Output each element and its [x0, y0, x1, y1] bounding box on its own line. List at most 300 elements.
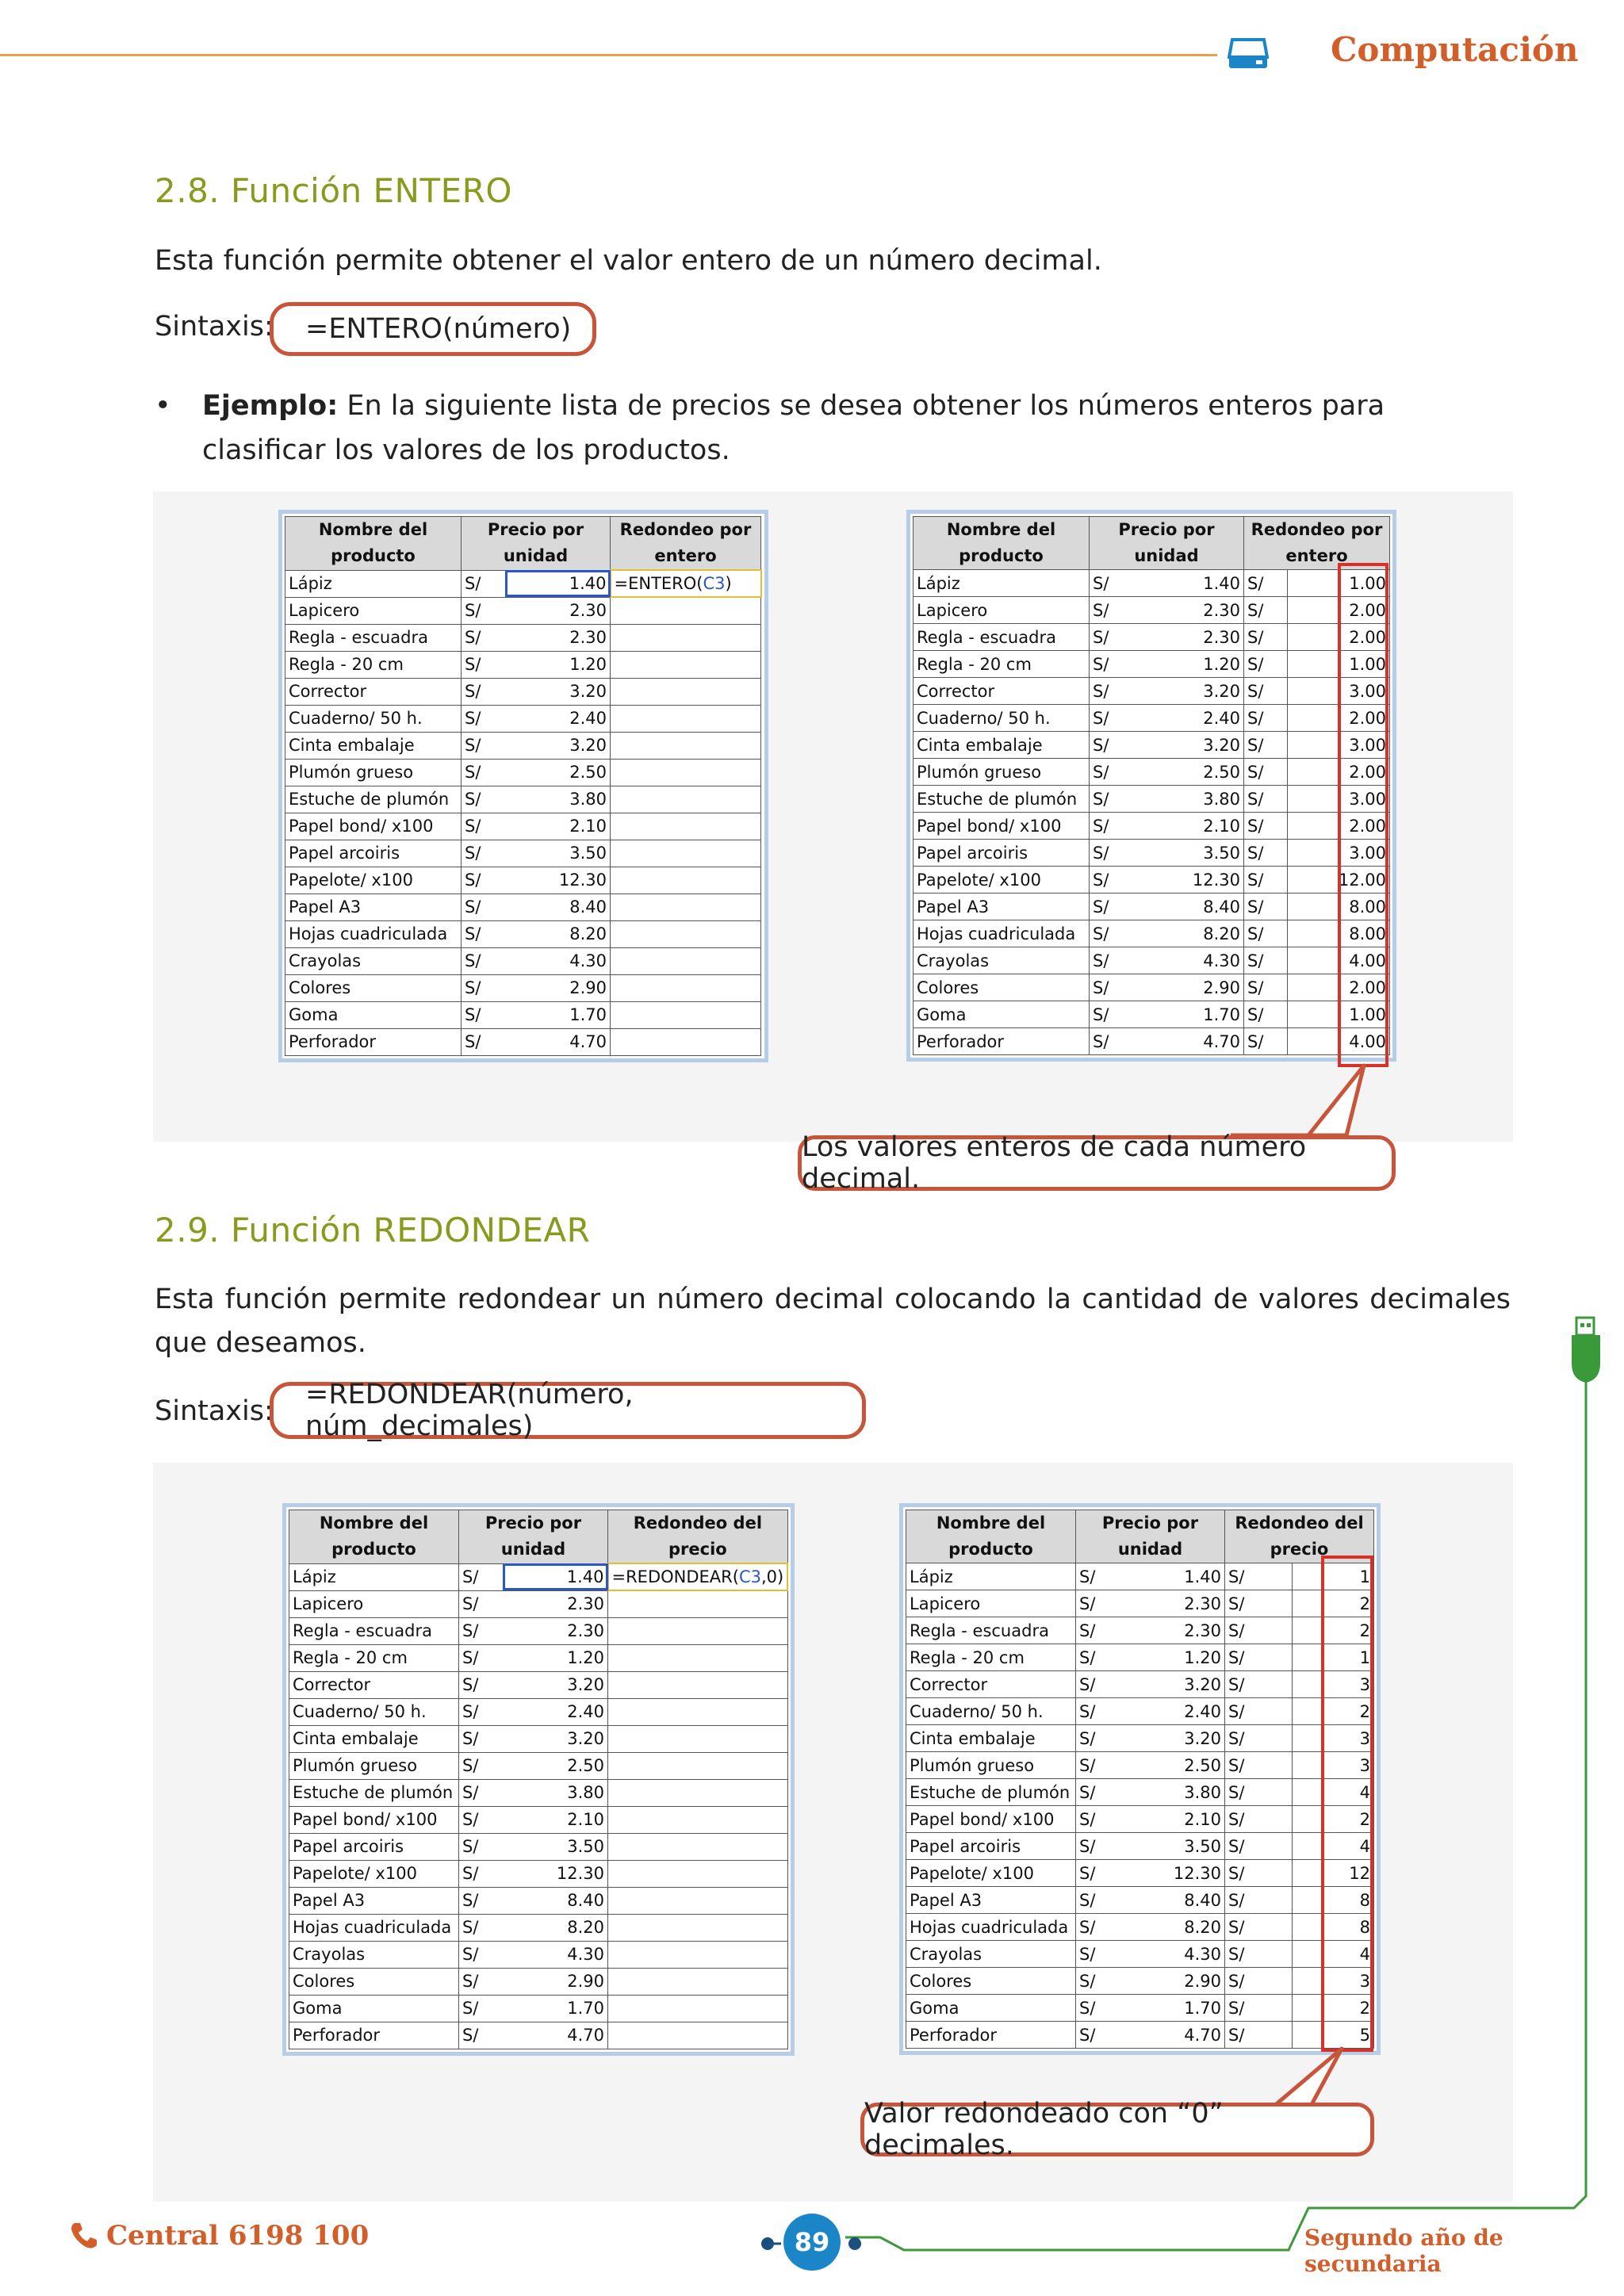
price-cell: 3.50	[1120, 1833, 1224, 1860]
currency-cell: S/	[459, 1644, 504, 1671]
currency-cell: S/	[1244, 570, 1288, 597]
col-header-name: Nombre del producto	[285, 517, 462, 571]
result-cell: 5	[1292, 2022, 1373, 2049]
product-name-cell: Papel arcoiris	[285, 840, 462, 867]
empty-result-cell[interactable]	[611, 678, 761, 705]
price-cell: 3.50	[1135, 840, 1243, 867]
redondear-description: Esta función permite redondear un número decimal colocando la cantidad de valores decimales que deseamos.	[155, 1284, 1511, 1359]
product-name-cell: Cuaderno/ 50 h.	[906, 1698, 1076, 1725]
table-row	[906, 1941, 1374, 1968]
formula-prefix: =REDONDEAR(	[611, 1567, 739, 1586]
price-cell: 2.90	[503, 1968, 607, 1995]
currency-cell: S/	[1076, 2022, 1120, 2049]
section-heading-entero: 2.8. Función ENTERO	[155, 171, 512, 210]
currency-cell: S/	[462, 1028, 506, 1055]
page-header-title: Computación	[1331, 30, 1579, 69]
currency-cell: S/	[1225, 1860, 1293, 1887]
table-row	[285, 894, 761, 920]
currency-cell: S/	[1090, 1001, 1136, 1028]
empty-result-cell[interactable]	[611, 840, 761, 867]
currency-cell: S/	[1090, 597, 1136, 624]
table-row	[285, 947, 761, 974]
table-row	[914, 840, 1390, 867]
result-cell: 2.00	[1287, 624, 1389, 651]
entero-syntax-label: Sintaxis:	[155, 311, 274, 342]
entero-description: Esta función permite obtener el valor entero de un número decimal.	[155, 245, 1102, 277]
currency-cell: S/	[1090, 651, 1136, 678]
product-name-cell: Plumón grueso	[285, 759, 462, 786]
empty-result-cell[interactable]	[608, 1914, 788, 1941]
price-cell: 3.80	[505, 786, 610, 813]
currency-cell: S/	[1076, 1644, 1120, 1671]
formula-cell[interactable]	[608, 1563, 788, 1590]
formula-suffix: )	[725, 574, 732, 593]
redondear-result-highlight	[1321, 1556, 1373, 2052]
table-row	[906, 1887, 1374, 1914]
product-name-cell: Lápiz	[289, 1563, 459, 1590]
currency-cell: S/	[1076, 1887, 1120, 1914]
currency-cell: S/	[462, 651, 506, 678]
price-cell: 1.70	[505, 1001, 610, 1028]
table-row	[289, 1860, 788, 1887]
currency-cell: S/	[1076, 1590, 1120, 1617]
currency-cell: S/	[1244, 624, 1288, 651]
table-row	[906, 1968, 1374, 1995]
footer-phone-text: Central 6198 100	[106, 2220, 370, 2252]
currency-cell: S/	[459, 1860, 504, 1887]
result-cell: 3.00	[1287, 840, 1389, 867]
empty-result-cell[interactable]	[608, 1887, 788, 1914]
empty-result-cell[interactable]	[608, 1806, 788, 1833]
redondear-sheet-input	[282, 1503, 795, 2056]
col-header-name: Nombre del producto	[914, 517, 1090, 570]
currency-cell: S/	[459, 1779, 504, 1806]
redondear-syntax: =REDONDEAR(número, núm_decimales)	[305, 1379, 634, 1442]
currency-cell: S/	[462, 974, 506, 1001]
currency-cell: S/	[1090, 624, 1136, 651]
result-cell: 3	[1292, 1671, 1373, 1698]
currency-cell: S/	[462, 759, 506, 786]
product-name-cell: Hojas cuadriculada	[914, 920, 1090, 947]
price-cell: 3.20	[1135, 732, 1243, 759]
price-cell: 3.50	[505, 840, 610, 867]
empty-result-cell[interactable]	[611, 651, 761, 678]
table-row	[914, 732, 1390, 759]
product-name-cell: Regla - escuadra	[914, 624, 1090, 651]
currency-cell: S/	[1225, 1887, 1293, 1914]
currency-cell: S/	[462, 705, 506, 732]
currency-cell: S/	[459, 1806, 504, 1833]
currency-cell: S/	[459, 1563, 504, 1590]
empty-result-cell[interactable]	[608, 2022, 788, 2049]
footer-phone	[68, 2220, 369, 2252]
product-name-cell: Estuche de plumón	[914, 786, 1090, 813]
empty-result-cell[interactable]	[608, 1617, 788, 1644]
table-row	[906, 1833, 1374, 1860]
bullet-dot: •	[155, 390, 171, 422]
col-header-price: Precio por unidad	[1076, 1510, 1225, 1563]
price-cell: 3.80	[1120, 1779, 1224, 1806]
formula-cell[interactable]	[611, 570, 761, 597]
currency-cell: S/	[1090, 920, 1136, 947]
currency-cell: S/	[1225, 1671, 1293, 1698]
currency-cell: S/	[1090, 678, 1136, 705]
price-cell: 8.20	[1120, 1914, 1224, 1941]
table-row	[285, 732, 761, 759]
table-row	[914, 1001, 1390, 1028]
empty-result-cell[interactable]	[608, 1671, 788, 1698]
currency-cell: S/	[459, 1995, 504, 2022]
price-cell: 4.70	[1120, 2022, 1224, 2049]
product-name-cell: Papel arcoiris	[914, 840, 1090, 867]
product-name-cell: Cuaderno/ 50 h.	[914, 705, 1090, 732]
price-cell: 2.30	[503, 1590, 607, 1617]
price-cell: 4.30	[1120, 1941, 1224, 1968]
empty-result-cell[interactable]	[611, 867, 761, 894]
currency-cell: S/	[1076, 1806, 1120, 1833]
product-name-cell: Papelote/ x100	[906, 1860, 1076, 1887]
product-name-cell: Perforador	[289, 2022, 459, 2049]
hard-drive-icon	[1228, 36, 1269, 70]
product-name-cell: Papel bond/ x100	[289, 1806, 459, 1833]
table-row	[906, 1725, 1374, 1752]
currency-cell: S/	[1076, 1725, 1120, 1752]
product-name-cell: Corrector	[285, 678, 462, 705]
currency-cell: S/	[1090, 759, 1136, 786]
col-header-result: Redondeo por entero	[611, 517, 761, 571]
product-name-cell: Perforador	[906, 2022, 1076, 2049]
product-name-cell: Estuche de plumón	[285, 786, 462, 813]
price-cell: 3.80	[503, 1779, 607, 1806]
product-name-cell: Corrector	[906, 1671, 1076, 1698]
currency-cell: S/	[1244, 705, 1288, 732]
currency-cell: S/	[1244, 732, 1288, 759]
col-header-result: Redondeo por entero	[1244, 517, 1390, 570]
product-name-cell: Corrector	[914, 678, 1090, 705]
empty-result-cell[interactable]	[608, 1995, 788, 2022]
price-cell: 2.50	[1135, 759, 1243, 786]
result-cell: 4.00	[1287, 1028, 1389, 1055]
product-name-cell: Papelote/ x100	[285, 867, 462, 894]
table-row	[285, 597, 761, 624]
price-cell: 4.30	[1135, 947, 1243, 974]
table-row	[914, 813, 1390, 840]
price-cell: 1.70	[1135, 1001, 1243, 1028]
currency-cell: S/	[459, 1752, 504, 1779]
result-cell: 2.00	[1287, 813, 1389, 840]
table-row	[289, 2022, 788, 2049]
currency-cell: S/	[1244, 786, 1288, 813]
product-name-cell: Plumón grueso	[289, 1752, 459, 1779]
entero-sheet-output	[906, 510, 1396, 1062]
header-rule	[0, 54, 1217, 56]
table-row	[906, 1590, 1374, 1617]
price-cell: 2.10	[1120, 1806, 1224, 1833]
result-cell: 1.00	[1287, 570, 1389, 597]
currency-cell: S/	[1076, 1968, 1120, 1995]
empty-result-cell[interactable]	[608, 1698, 788, 1725]
redondear-syntax-box	[270, 1379, 866, 1442]
currency-cell: S/	[1244, 651, 1288, 678]
table-row	[289, 1779, 788, 1806]
currency-cell: S/	[459, 1968, 504, 1995]
example-text: En la siguiente lista de precios se desea obtener los números enteros para clasificar los valores de los productos.	[202, 390, 1385, 466]
currency-cell: S/	[1225, 1833, 1293, 1860]
product-name-cell: Goma	[914, 1001, 1090, 1028]
table-row	[914, 570, 1390, 597]
example-label: Ejemplo:	[202, 390, 339, 422]
product-name-cell: Papel arcoiris	[906, 1833, 1076, 1860]
product-name-cell: Cinta embalaje	[289, 1725, 459, 1752]
empty-result-cell[interactable]	[611, 1001, 761, 1028]
product-name-cell: Lapicero	[906, 1590, 1076, 1617]
currency-cell: S/	[1225, 1617, 1293, 1644]
currency-cell: S/	[1090, 867, 1136, 894]
table-row	[906, 1644, 1374, 1671]
product-name-cell: Goma	[289, 1995, 459, 2022]
price-cell: 1.70	[1120, 1995, 1224, 2022]
table-row	[914, 867, 1390, 894]
table-row	[289, 1563, 788, 1590]
price-cell: 3.20	[503, 1671, 607, 1698]
table-row	[289, 1698, 788, 1725]
result-cell: 4.00	[1287, 947, 1389, 974]
table-row	[285, 840, 761, 867]
product-name-cell: Goma	[285, 1001, 462, 1028]
currency-cell: S/	[1076, 1995, 1120, 2022]
price-cell: 1.20	[503, 1644, 607, 1671]
product-name-cell: Regla - 20 cm	[289, 1644, 459, 1671]
product-name-cell: Goma	[906, 1995, 1076, 2022]
currency-cell: S/	[1244, 678, 1288, 705]
currency-cell: S/	[1090, 1028, 1136, 1055]
table-row	[285, 705, 761, 732]
currency-cell: S/	[462, 732, 506, 759]
currency-cell: S/	[1076, 1563, 1120, 1590]
entero-syntax-box	[270, 302, 596, 356]
product-name-cell: Papel bond/ x100	[914, 813, 1090, 840]
table-row	[914, 920, 1390, 947]
empty-result-cell[interactable]	[608, 1941, 788, 1968]
product-name-cell: Regla - 20 cm	[285, 651, 462, 678]
price-cell: 4.70	[503, 2022, 607, 2049]
price-cell: 1.40	[503, 1563, 607, 1590]
product-name-cell: Plumón grueso	[914, 759, 1090, 786]
col-header-price: Precio por unidad	[459, 1510, 608, 1564]
result-cell: 2.00	[1287, 974, 1389, 1001]
table-row	[906, 1995, 1374, 2022]
currency-cell: S/	[1225, 1590, 1293, 1617]
currency-cell: S/	[1225, 1941, 1293, 1968]
col-header-name: Nombre del producto	[906, 1510, 1076, 1563]
price-cell: 8.40	[1120, 1887, 1224, 1914]
currency-cell: S/	[1090, 786, 1136, 813]
result-cell: 2	[1292, 1698, 1373, 1725]
table-row	[285, 1001, 761, 1028]
price-cell: 2.30	[505, 624, 610, 651]
entero-callout-text: Los valores enteros de cada número decimal.	[802, 1131, 1307, 1195]
result-cell: 8	[1292, 1887, 1373, 1914]
price-cell: 2.50	[1120, 1752, 1224, 1779]
price-cell: 2.30	[1120, 1617, 1224, 1644]
product-name-cell: Regla - escuadra	[285, 624, 462, 651]
currency-cell: S/	[459, 1617, 504, 1644]
product-name-cell: Papel A3	[906, 1887, 1076, 1914]
currency-cell: S/	[459, 1698, 504, 1725]
price-cell: 2.90	[1120, 1968, 1224, 1995]
table-row	[289, 1941, 788, 1968]
product-name-cell: Papel bond/ x100	[285, 813, 462, 840]
currency-cell: S/	[462, 678, 506, 705]
currency-cell: S/	[1225, 1644, 1293, 1671]
page-number: 89	[783, 2214, 841, 2271]
table-row	[906, 1671, 1374, 1698]
empty-result-cell[interactable]	[608, 1833, 788, 1860]
price-cell: 4.30	[505, 947, 610, 974]
currency-cell: S/	[1090, 705, 1136, 732]
result-cell: 8.00	[1287, 920, 1389, 947]
result-cell: 12	[1292, 1860, 1373, 1887]
price-cell: 2.30	[1120, 1590, 1224, 1617]
product-name-cell: Colores	[914, 974, 1090, 1001]
currency-cell: S/	[459, 1671, 504, 1698]
col-header-result: Redondeo del precio	[1225, 1510, 1374, 1563]
product-name-cell: Crayolas	[906, 1941, 1076, 1968]
price-cell: 12.30	[505, 867, 610, 894]
product-name-cell: Lápiz	[906, 1563, 1076, 1590]
product-name-cell: Papel A3	[289, 1887, 459, 1914]
product-name-cell: Papelote/ x100	[914, 867, 1090, 894]
price-cell: 3.20	[503, 1725, 607, 1752]
currency-cell: S/	[462, 597, 506, 624]
empty-result-cell[interactable]	[611, 894, 761, 920]
table-row	[289, 1725, 788, 1752]
price-cell: 8.40	[1135, 894, 1243, 920]
currency-cell: S/	[1244, 840, 1288, 867]
table-row	[914, 678, 1390, 705]
table-row	[285, 624, 761, 651]
table-row	[285, 813, 761, 840]
usb-icon	[1565, 1316, 1607, 1389]
empty-result-cell[interactable]	[611, 813, 761, 840]
product-name-cell: Papelote/ x100	[289, 1860, 459, 1887]
entero-callout	[798, 1131, 1396, 1195]
result-cell: 3.00	[1287, 786, 1389, 813]
empty-result-cell[interactable]	[611, 786, 761, 813]
table-row	[906, 1806, 1374, 1833]
result-cell: 2	[1292, 1806, 1373, 1833]
price-cell: 12.30	[1120, 1860, 1224, 1887]
product-name-cell: Perforador	[285, 1028, 462, 1055]
table-row	[285, 1028, 761, 1055]
product-name-cell: Colores	[285, 974, 462, 1001]
price-cell: 12.30	[1135, 867, 1243, 894]
price-cell: 2.90	[505, 974, 610, 1001]
empty-result-cell[interactable]	[608, 1725, 788, 1752]
product-name-cell: Papel bond/ x100	[906, 1806, 1076, 1833]
empty-result-cell[interactable]	[611, 732, 761, 759]
currency-cell: S/	[1076, 1860, 1120, 1887]
empty-result-cell[interactable]	[608, 1968, 788, 1995]
formula-suffix: ,0)	[760, 1567, 784, 1586]
col-header-name: Nombre del producto	[289, 1510, 459, 1564]
currency-cell: S/	[1225, 1725, 1293, 1752]
currency-cell: S/	[1225, 1914, 1293, 1941]
empty-result-cell[interactable]	[611, 597, 761, 624]
product-name-cell: Papel A3	[285, 894, 462, 920]
product-name-cell: Hojas cuadriculada	[285, 920, 462, 947]
price-cell: 1.40	[1135, 570, 1243, 597]
table-row	[906, 1860, 1374, 1887]
table-row	[285, 867, 761, 894]
empty-result-cell[interactable]	[608, 1860, 788, 1887]
empty-result-cell[interactable]	[611, 705, 761, 732]
table-row	[285, 651, 761, 678]
result-cell: 1	[1292, 1644, 1373, 1671]
price-cell: 2.40	[1120, 1698, 1224, 1725]
entero-result-highlight	[1338, 563, 1388, 1067]
empty-result-cell[interactable]	[611, 624, 761, 651]
currency-cell: S/	[462, 570, 506, 597]
result-cell: 12.00	[1287, 867, 1389, 894]
price-cell: 2.10	[1135, 813, 1243, 840]
price-cell: 8.20	[505, 920, 610, 947]
table-row	[914, 624, 1390, 651]
redondear-callout-text: Valor redondeado con “0” decimales.	[864, 2098, 1224, 2161]
currency-cell: S/	[459, 1887, 504, 1914]
price-cell: 3.20	[505, 732, 610, 759]
product-name-cell: Lapicero	[289, 1590, 459, 1617]
currency-cell: S/	[1225, 1806, 1293, 1833]
currency-cell: S/	[1076, 1752, 1120, 1779]
empty-result-cell[interactable]	[611, 947, 761, 974]
price-cell: 3.20	[1135, 678, 1243, 705]
empty-result-cell[interactable]	[611, 759, 761, 786]
currency-cell: S/	[459, 2022, 504, 2049]
currency-cell: S/	[1076, 1698, 1120, 1725]
empty-result-cell[interactable]	[608, 1752, 788, 1779]
product-name-cell: Crayolas	[285, 947, 462, 974]
empty-result-cell[interactable]	[611, 974, 761, 1001]
product-name-cell: Papel arcoiris	[289, 1833, 459, 1860]
currency-cell: S/	[1244, 894, 1288, 920]
product-name-cell: Hojas cuadriculada	[289, 1914, 459, 1941]
result-cell: 3	[1292, 1725, 1373, 1752]
empty-result-cell[interactable]	[611, 1028, 761, 1055]
result-cell: 8.00	[1287, 894, 1389, 920]
price-cell: 8.20	[503, 1914, 607, 1941]
currency-cell: S/	[1244, 759, 1288, 786]
table-row	[289, 1833, 788, 1860]
product-name-cell: Regla - escuadra	[289, 1617, 459, 1644]
table-row	[285, 974, 761, 1001]
table-row	[906, 1914, 1374, 1941]
empty-result-cell[interactable]	[608, 1779, 788, 1806]
empty-result-cell[interactable]	[608, 1644, 788, 1671]
result-cell: 1.00	[1287, 1001, 1389, 1028]
empty-result-cell[interactable]	[608, 1590, 788, 1617]
product-name-cell: Perforador	[914, 1028, 1090, 1055]
price-cell: 1.20	[1120, 1644, 1224, 1671]
product-name-cell: Colores	[289, 1968, 459, 1995]
currency-cell: S/	[1076, 1833, 1120, 1860]
redondear-callout	[860, 2098, 1374, 2161]
currency-cell: S/	[1076, 1617, 1120, 1644]
col-header-price: Precio por unidad	[1090, 517, 1244, 570]
empty-result-cell[interactable]	[611, 920, 761, 947]
table-row	[914, 597, 1390, 624]
product-name-cell: Estuche de plumón	[906, 1779, 1076, 1806]
